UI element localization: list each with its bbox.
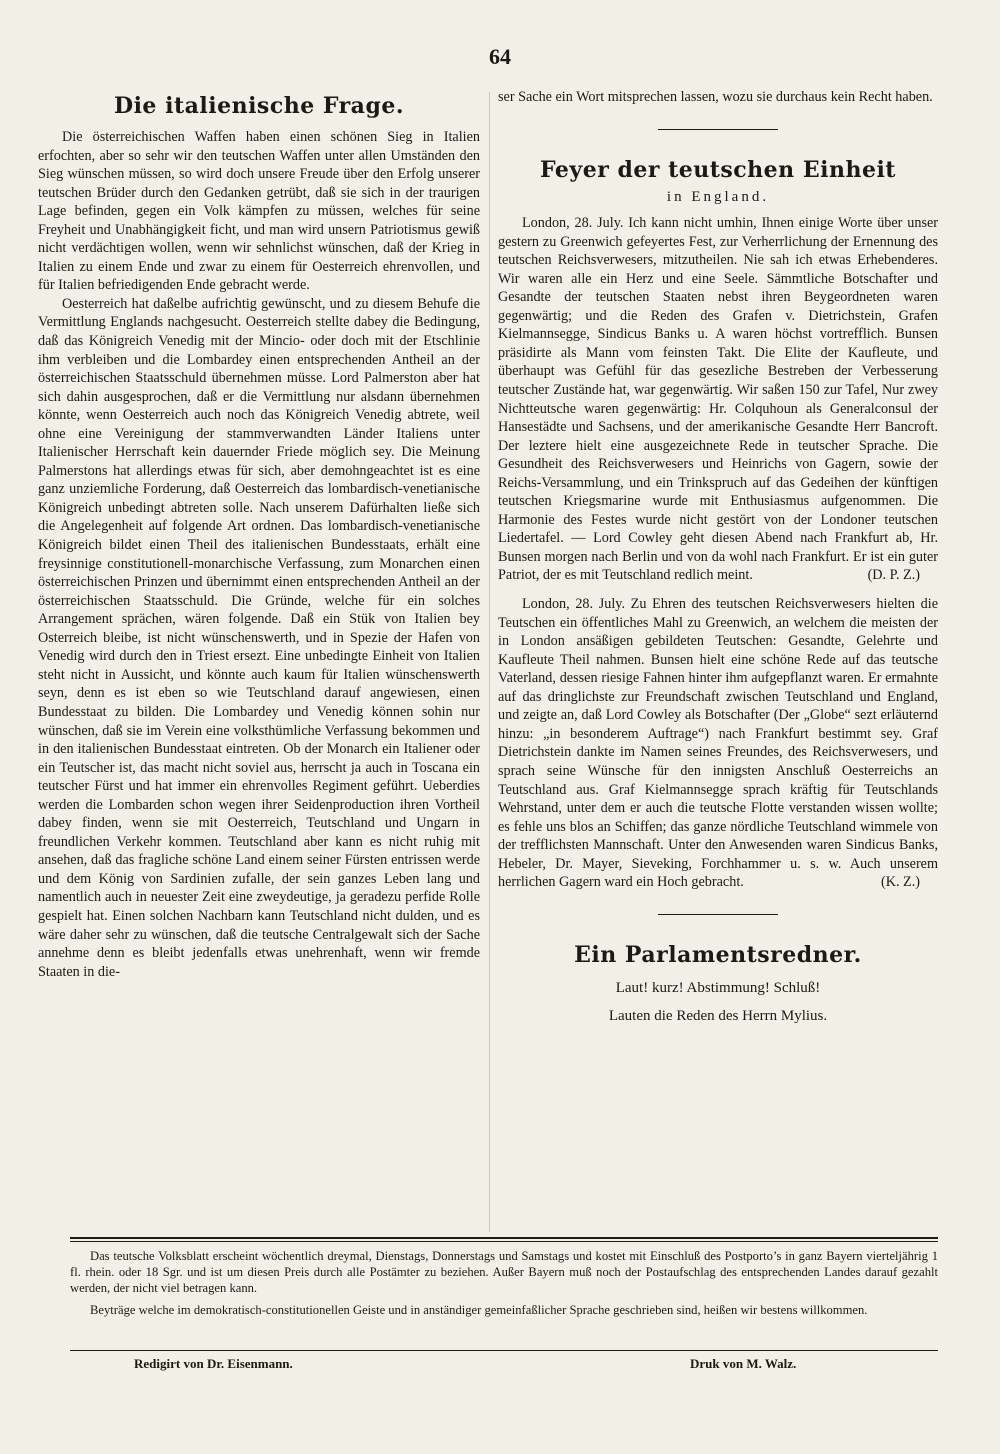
section-divider	[658, 914, 778, 915]
editor-imprint: Redigirt von Dr. Eisenmann.	[134, 1356, 293, 1371]
paragraph-text: London, 28. July. Ich kann nicht umhin, Ihnen einige Worte über unser gestern zu Greenwich gefeyertes Fest, zur Verherrlichung der Ernennung des teutschen Reichsverwesers, mitzutheilen. Nie sah ich etwas Erhebenderes. Wir waren alle ein Herz und eine Seele. Sämmtliche Botschafter und Gesandte der teutschen Staaten nebst ihren Beygeordneten waren gegenwärtig; und die Reden des Grafen v. Dietrichstein, Grafen Kielmannsegge, Sindicus Banks u. A waren höchst vortrefflich. Bunsen präsidirte als Mann vom feinsten Takt. Die Elite der Kaufleute, und überhaupt was Gefühl für das gesezliche Bestreben der Verbesserung teutscher Zustände hat, war gegenwärtig. Wir saßen 150 zur Tafel, Nur zwey Nichtteutsche waren gegenwärtig: Hr. Colquhoun als Generalconsul der Hansestädte und Sachsens, und der amerikanische Gesandte Herr Bancroft. Der leztere hielt eine ausgezeichnete Rede in teutscher Sprache. Die Gesundheit des Reichsverwesers und Heinrichs von Gagern, sowie der Reichs-Versammlung, und ein Trinkspruch auf das Gedeihen der künftigen teutschen Kriegsmarine wurde mit Enthusiasmus aufgenommen. Die Harmonie des Festes wurde nicht gestört von der Londoner teutschen Liedertafel. — Lord Cowley geht diesen Abend nach Frankfurt ab, Hr. Bunsen morgen nach Berlin und von da wohl nach Frankfurt. Er ist ein guter Patriot, der es mit Teutschland redlich meint.	[498, 215, 938, 584]
footer-notices	[70, 1248, 938, 1324]
article-paragraph	[498, 595, 938, 892]
article-title-italian-question: Die italienische Frage.	[114, 93, 404, 119]
column-separator	[489, 92, 490, 1232]
footer-rule	[70, 1241, 938, 1242]
printer-imprint: Druk von M. Walz.	[690, 1356, 797, 1371]
left-column	[38, 88, 480, 981]
subscription-notice: Das teutsche Volksblatt erscheint wöchentlich dreymal, Dienstags, Donnerstags und Samstags und kostet mit Einschluß des Postporto’s in ganz Bayern vierteljährig 1 fl. rhein. oder 18 Sgr. und ist um diesen Preis durch alle Postämter zu beziehen. Außer Bayern muß noch der Postaufschlag des entsprechenden Landes darauf gezahlt werden, der nicht viel betragen kann.	[70, 1249, 938, 1295]
article-paragraph: Oesterreich hat daßelbe aufrichtig gewünscht, und zu diesem Behufe die Vermittlung Englands nachgesucht. Oesterreich stellte dabey die Bedingung, daß das Königreich Venedig mit der Mincio- oder doch mit der Etschlinie ihm verbleiben und die Lombardey einen entsprechenden Antheil an der österreichischen Staatsschuld übernehmen müsse. Lord Palmerston aber hat sich dahin ausgesprochen, daß er die Vermittlung nur alsdann übernehmen könnte, wenn Oesterreich auch noch das Königreich Venedig abtrete, weil ohne eine Vereinigung der stammverwandten Länder Italiens unter Italienischer Herrschaft kein dauernder Friede möglich sey. Die Meinung Palmerstons hat allerdings etwas für sich, aber demohngeachtet ist es eine ganz unziemliche Forderung, daß Oesterreich das lombardisch-venetianische Königreich unbedingt abtreten solle. Nach unserem Dafürhalten ließe sich die Angelegenheit auf folgende Art ordnen. Das lombardisch-venetianische Königreich bildet einen Theil des italienischen Bundesstaats, erhält eine freysinnige constitutionell-monarchische Verfassung, zum Monarchen einen österreichischen Prinzen und übernimmt einen entsprechenden Antheil an der österreichischen Staatsschuld. Die Gründe, welche für ein solches Arrangement sprächen, wären folgende. Daß ein Stük von Italien bey Osterreich bleibe, ist nicht wünschenswerth, und in Spezie der Hafen von Venedig wird durch den in Triest ersezt. Eine unbedingte Einheit von Italien steht nicht in Aussicht, und könnte auch kaum für Italien wünschenswerth seyn, denn es ist eben so wie Teutschland darauf angewiesen, einen Bundesstaat zu bilden. Die Lombardey und Venedig können sohin nur wünschen, daß sie im Verein eine volksthümliche Verfassung bekommen und in den italienischen Bundesstaat eintreten. Ob der Monarch ein Italiener oder ein Teutscher ist, das macht nicht soviel aus, herrscht ja auch in Toscana ein teutscher Fürst und hat immer ein ehrenvolles Regiment geführt. Ueberdies werden die Lombarden schon wegen ihrer Seidenproduction ihren Vortheil dabey finden, wenn sie mit Oesterreich, Teutschland und Ungarn in freundlichen Verkehr kommen. Teutschland aber kann es nicht ruhig mit ansehen, daß das fragliche schöne Land einem seiner Fürsten entrissen werde und dem König von Sardinien zufalle, der sein ganzes Leben lang und namentlich auch in neuester Zeit eine zweydeutige, ja geradezu perfide Rolle gespielt hat. Einen solchen Nachbarn kann Teutschland nicht dulden, und es wäre daher sehr zu wünschen, daß die teutsche Centralgewalt sich der Sache annehme denn es bleibt jedenfalls etwas unehrenhaft, wenn wir fremde Staaten in die-	[38, 295, 480, 980]
verse-line: Laut! kurz! Abstimmung! Schluß!	[615, 979, 821, 996]
right-column	[498, 88, 938, 1027]
article-continuation: ser Sache ein Wort mitsprechen lassen, wozu sie durchaus kein Recht haben.	[498, 89, 933, 105]
article-subtitle: in England.	[666, 188, 770, 205]
article-paragraph	[498, 214, 938, 585]
contribution-notice: Beyträge welche im demokratisch-constitutionellen Geiste und in anständiger gemeinfaßlicher Sprache geschrieben sind, heißen wir bestens willkommen.	[90, 1303, 868, 1317]
footer-rule	[70, 1237, 938, 1239]
paragraph-text: London, 28. July. Zu Ehren des teutschen Reichsverwesers hielten die Teutschen ein öffentliches Mahl zu Greenwich, an welchem die meisten der in London ansäßigen gebildeten Teutschen: Gesandte, Gelehrte und Kaufleute Theil nahmen. Bunsen hielt eine schöne Rede auf das teutsche Vaterland, dessen riesige Fahnen hinter ihm aufgepflanzt waren. Er ermahnte auf das dringlichste zur Freundschaft zwischen Teutschland und England, und zeigte an, daß Lord Cowley als Botschafter (Der „Globe“ sezt erläuternd hinzu: „in besonderem Auftrage“) nach Frankfurt bestimmt sey. Graf Dietrichstein dankte im Namen seines Freundes, des Reichsverwesers, und sprach seine Wünsche für den innigsten Anschluß Oesterreichs an Teutschland aus. Graf Kielmannsegge sprach kräftig für Teutschlands Wehrstand, unter dem er auch die teutsche Flotte verstanden wissen wollte; es fehle uns blos an Schiffen; das ganze nördliche Teutschland wimmele von der trefflichsten Mannschaft. Unter den Anwesenden waren Sindicus Banks, Hebeler, Dr. Mayer, Sieveking, Forchhammer u. s. w. Auch unserem herrlichen Gagern ward ein Hoch gebracht.	[498, 596, 938, 891]
article-title-feyer: Feyer der teutschen Einheit	[540, 156, 896, 183]
footer-rule	[70, 1350, 938, 1351]
source-signature: (K. Z.)	[880, 874, 920, 891]
article-title-parliament-speaker: Ein Parlamentsredner.	[574, 941, 862, 968]
article-paragraph: Die österreichischen Waffen haben einen schönen Sieg in Italien erfochten, aber so sehr wir den teutschen Waffen unter allen Umständen den Sieg wünschen müssen, so wird doch unsere Freude über den Erfolg unserer teutschen Brüder durch den Gedanken getrübt, daß sie sich in der traurigen Lage befinden, gegen ein Volk kämpfen zu müssen, welches für seine Freyheit und Unabhängigkeit ficht, und man wird unsern Patriotismus gewiß nicht verdächtigen wollen, wenn wir sehnlichst wünschen, daß der Krieg in Italien zu einem Ende und zwar zu einem für Oesterreich ehrenvollen, und für Italien befriedigenden Ende gebracht werde.	[38, 129, 480, 294]
section-divider	[658, 129, 778, 130]
source-signature: (D. P. Z.)	[867, 567, 920, 584]
verse-line: Lauten die Reden des Herrn Mylius.	[608, 1007, 828, 1024]
page-number: 64	[489, 44, 511, 69]
